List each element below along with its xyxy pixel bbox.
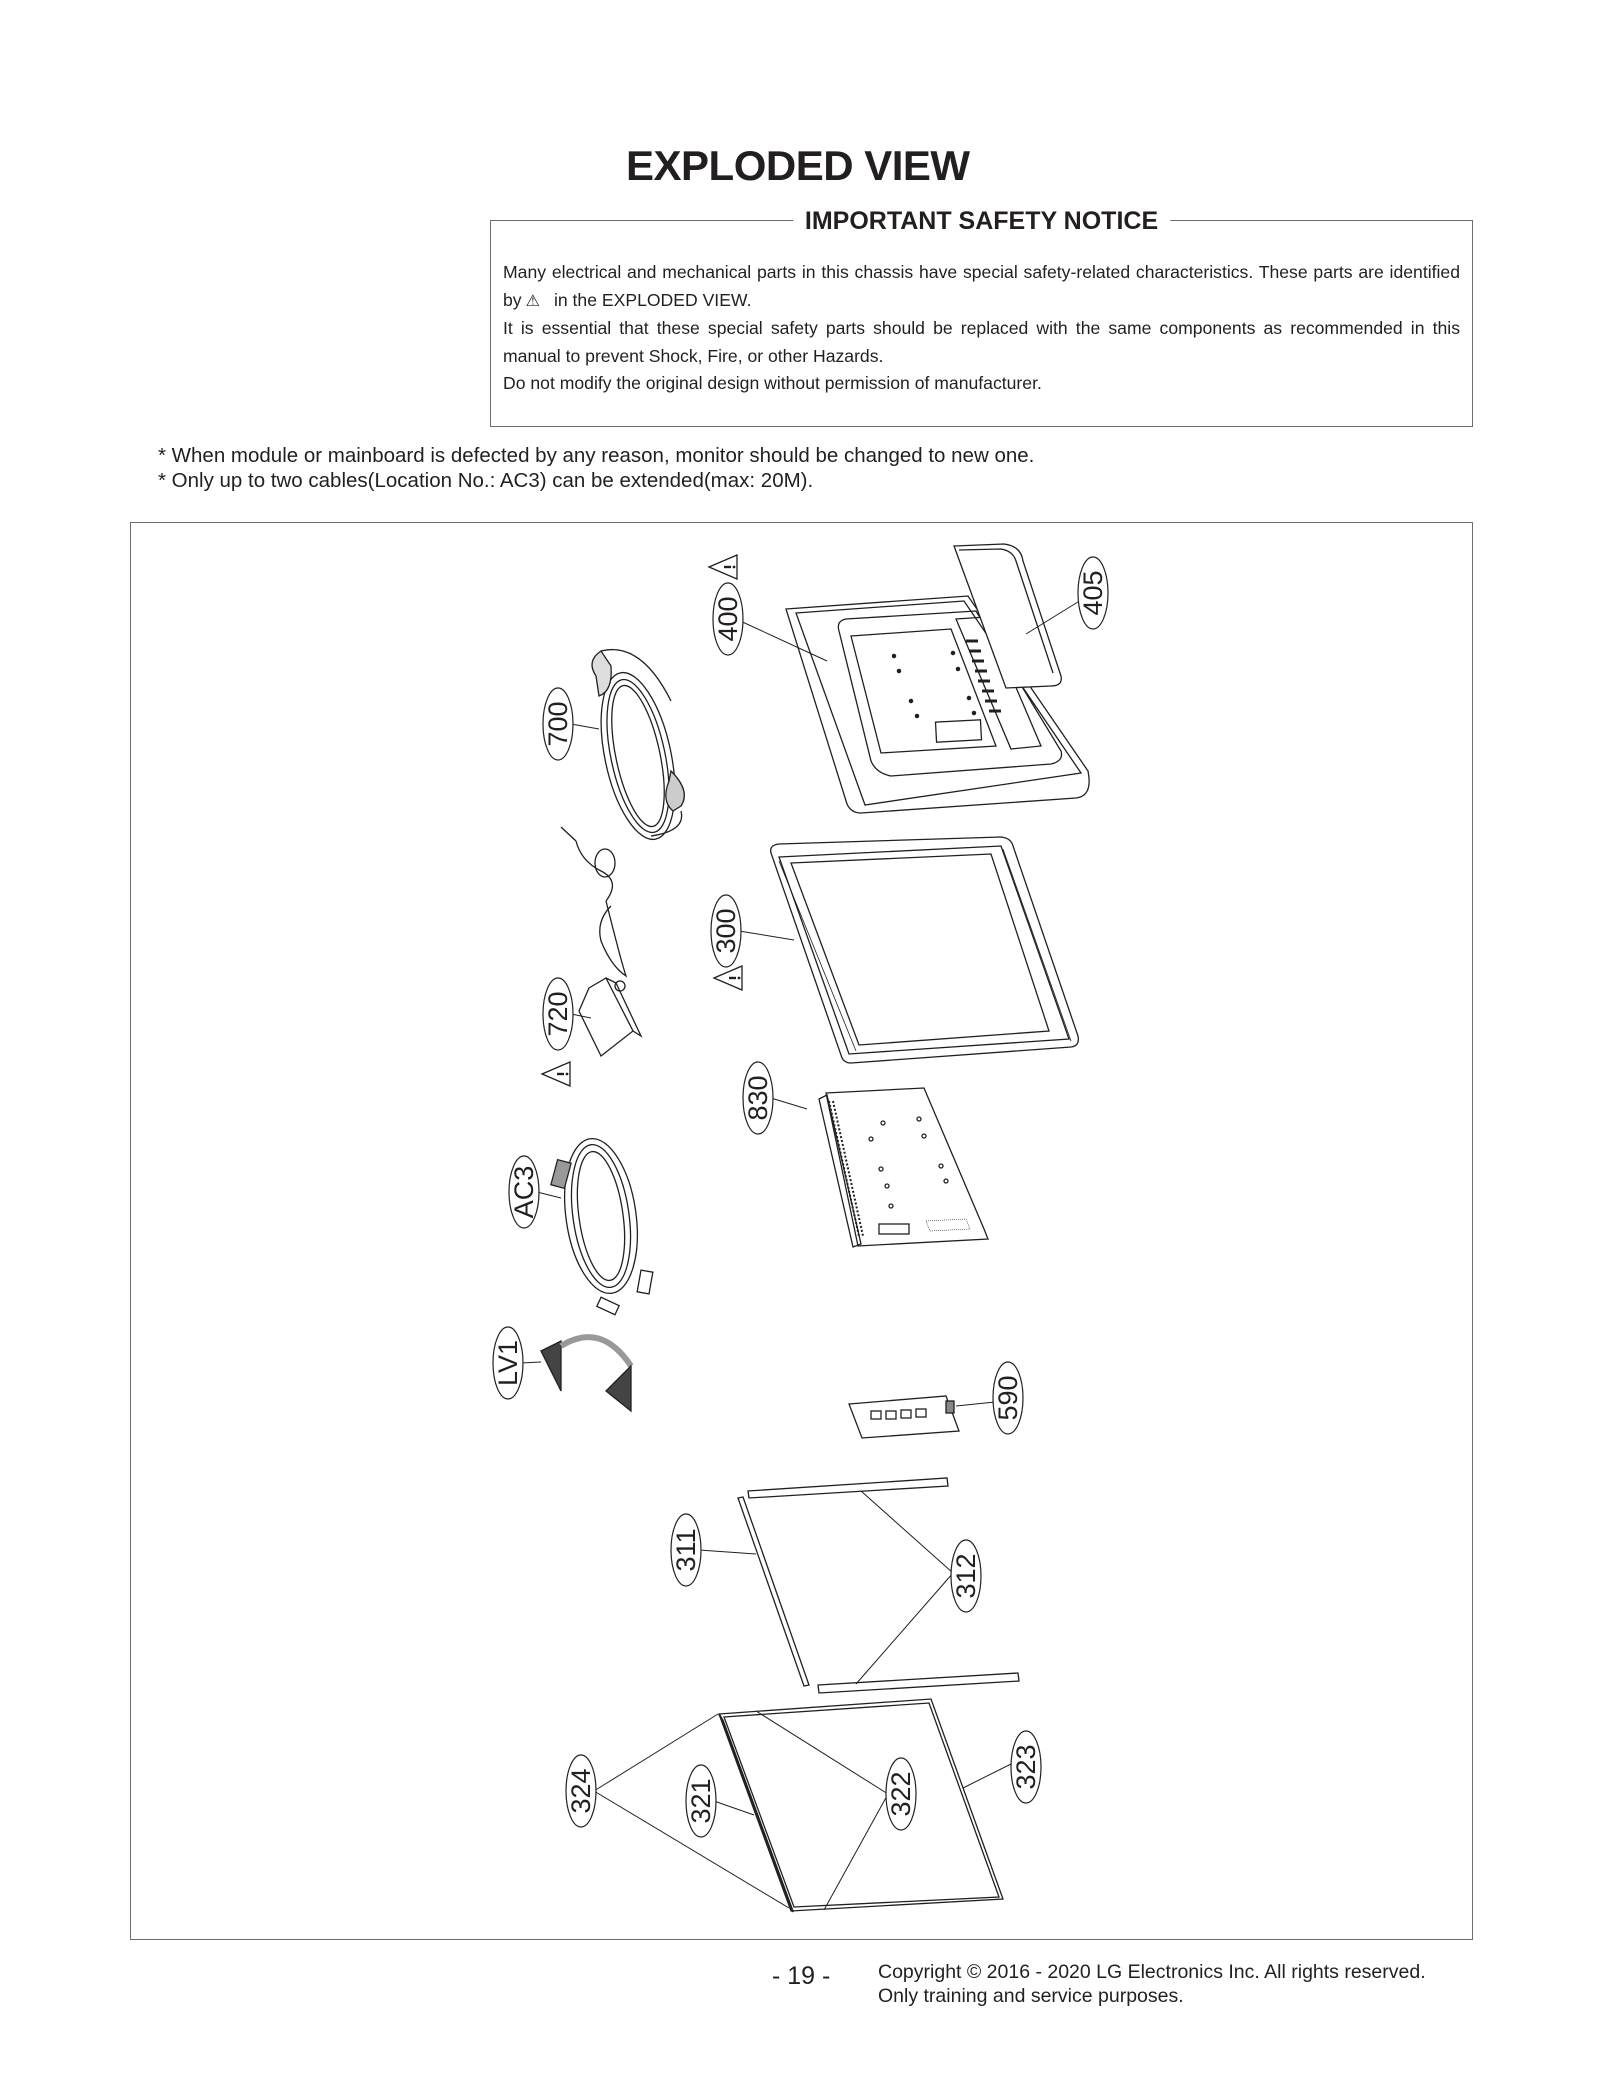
svg-text:400: 400 (713, 596, 743, 642)
svg-text:590: 590 (993, 1375, 1023, 1421)
panel-frame-321-324 (719, 1699, 1003, 1912)
svg-text:720: 720 (543, 991, 573, 1037)
part-label-324 (566, 1755, 596, 1827)
part-label-LV1 (493, 1327, 523, 1399)
copyright-notice (878, 1960, 1426, 2008)
page-number: - 19 - (772, 1962, 831, 1990)
part-label-322 (886, 1758, 916, 1830)
page-title: EXPLODED VIEW (626, 142, 970, 189)
purpose-text: Only training and service purposes. (878, 1985, 1184, 2007)
svg-text:312: 312 (951, 1553, 981, 1599)
notice-paragraph-3: Do not modify the original design without permission of manufacturer. (503, 373, 1042, 393)
warning-triangle-icon (709, 555, 737, 579)
part-label-312 (951, 1540, 981, 1612)
notice-paragraph-2: It is essential that these special safety parts should be replaced with the same components as recommended in this manual to prevent Shock, Fire, or other Hazards. (503, 318, 1460, 366)
exploded-view-diagram (130, 522, 1473, 1940)
part-label-830 (743, 1062, 773, 1134)
main-board-830 (819, 1088, 988, 1247)
part-label-321 (686, 1765, 716, 1837)
notice-text-1a: Many electrical and mechanical parts in this chassis have special safety-related characteristics. These parts are identified by (503, 262, 1460, 310)
part-label-311 (671, 1514, 701, 1586)
svg-text:300: 300 (711, 908, 741, 954)
svg-text:700: 700 (543, 701, 573, 747)
lvds-cable-LV1 (541, 1337, 631, 1411)
svg-text:324: 324 (566, 1768, 596, 1814)
svg-text:AC3: AC3 (509, 1165, 539, 1219)
interface-board-590 (849, 1396, 959, 1438)
note-item: * When module or mainboard is defected by any reason, monitor should be changed to new one. (158, 444, 1035, 467)
warning-triangle-icon (714, 966, 742, 990)
part-label-400 (713, 583, 743, 655)
extension-cable-AC3 (551, 1134, 653, 1315)
copyright-text: Copyright © 2016 - 2020 LG Electronics Inc. All rights reserved. (878, 1961, 1426, 1983)
part-label-405 (1078, 557, 1108, 629)
part-label-590 (993, 1362, 1023, 1434)
power-cord-700 (588, 650, 688, 846)
svg-text:321: 321 (686, 1778, 716, 1824)
part-label-300 (711, 895, 741, 967)
svg-text:LV1: LV1 (493, 1339, 523, 1387)
svg-text:322: 322 (886, 1771, 916, 1817)
note-item: * Only up to two cables(Location No.: AC3) can be extended(max: 20M). (158, 469, 814, 492)
notice-text-1b: in the EXPLODED VIEW. (553, 289, 752, 310)
part-label-700 (543, 688, 573, 760)
svg-text:323: 323 (1011, 1744, 1041, 1790)
svg-text:830: 830 (743, 1075, 773, 1121)
warning-triangle-icon (542, 1062, 570, 1086)
warning-triangle-icon: ⚠ (525, 292, 540, 310)
svg-text:405: 405 (1078, 570, 1108, 616)
svg-text:311: 311 (671, 1528, 701, 1572)
safety-notice-heading: IMPORTANT SAFETY NOTICE (793, 207, 1170, 236)
part-label-720 (543, 978, 573, 1050)
part-label-AC3 (509, 1156, 539, 1228)
front-frame-300 (771, 837, 1079, 1063)
part-label-323 (1011, 1731, 1041, 1803)
